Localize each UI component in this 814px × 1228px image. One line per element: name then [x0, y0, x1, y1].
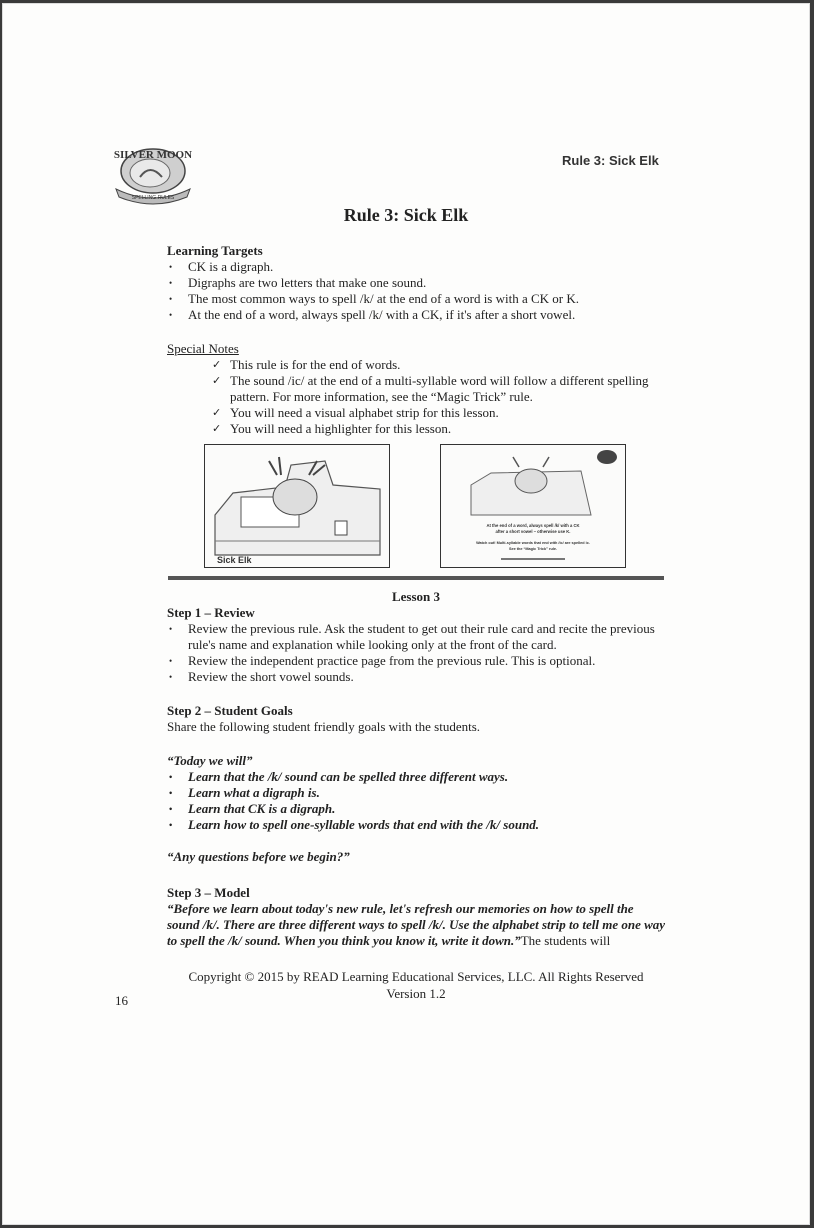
- list-item: ✓ You will need a visual alphabet strip for this lesson.: [212, 405, 667, 421]
- goals-section: [167, 753, 667, 865]
- step1-section: [167, 605, 667, 685]
- step3-heading: Step 3 – Model: [167, 885, 250, 900]
- list-item: • Review the short vowel sounds.: [167, 669, 667, 685]
- learning-targets-section: [167, 243, 667, 323]
- running-header: Rule 3: Sick Elk: [562, 153, 659, 168]
- step2-text: Share the following student friendly goals with the students.: [167, 719, 481, 734]
- section-divider: [168, 576, 664, 580]
- step3-paragraph: [167, 901, 667, 949]
- list-item: • Learn that CK is a digraph.: [167, 801, 667, 817]
- list-item: • The most common ways to spell /k/ at the end of a word is with a CK or K.: [167, 291, 667, 307]
- list-item: • Review the independent practice page from the previous rule. This is optional.: [167, 653, 667, 669]
- step3-plain-text: The students will: [520, 933, 611, 948]
- logo-text-bottom: SPELLING RULES: [131, 195, 175, 201]
- rule-card-front: [204, 444, 390, 568]
- card-back-line2: after a short vowel – otherwise use K.: [495, 529, 571, 534]
- footer: [162, 968, 670, 1002]
- logo-text-top: SILVER MOON: [113, 149, 193, 161]
- step3-section: [167, 885, 667, 949]
- step2-heading: Step 2 – Student Goals: [167, 703, 293, 718]
- special-notes-list: [167, 357, 667, 437]
- lesson-heading: Lesson 3: [391, 589, 441, 604]
- step3-italic-text: “Before we learn about today's new rule, let's refresh our memories on how to spell the sound /k/. There are three different ways to spell /k/. Use the alphabet strip to tell me one way to spell the /k/ sound. When you think you know it, write it down.”: [167, 901, 666, 948]
- list-item: • Learn that the /k/ sound can be spelled three different ways.: [167, 769, 667, 785]
- special-notes-section: [167, 341, 667, 437]
- step1-heading: Step 1 – Review: [167, 605, 255, 620]
- step2-section: [167, 703, 667, 735]
- list-item: • Learn what a digraph is.: [167, 785, 667, 801]
- rule-card-back: [440, 444, 626, 568]
- version-text: Version 1.2: [386, 986, 446, 1001]
- card-back-line4: See the “Magic Trick” rule.: [508, 547, 558, 551]
- list-item: • Digraphs are two letters that make one sound.: [167, 275, 667, 291]
- special-notes-heading: Special Notes: [167, 341, 239, 356]
- page-number: 16: [115, 993, 128, 1008]
- list-item: • Learn how to spell one-syllable words that end with the /k/ sound.: [167, 817, 667, 833]
- document-page: [2, 3, 810, 1225]
- learning-targets-heading: Learning Targets: [167, 243, 263, 258]
- step1-list: [167, 621, 667, 685]
- copyright-text: Copyright © 2015 by READ Learning Educational Services, LLC. All Rights Reserved: [188, 969, 644, 984]
- list-item: • CK is a digraph.: [167, 259, 667, 275]
- goals-list: [167, 769, 667, 833]
- goals-intro: “Today we will”: [167, 753, 253, 768]
- list-item: ✓ This rule is for the end of words.: [212, 357, 667, 373]
- silver-moon-logo: [110, 141, 196, 207]
- card-back-line3: Watch out! Multi-syllable words that end with /ic/ are spelled ic.: [476, 541, 590, 545]
- list-item: • At the end of a word, always spell /k/ with a CK, if it's after a short vowel.: [167, 307, 667, 323]
- list-item: • Review the previous rule. Ask the student to get out their rule card and recite the previous rule's name and explanation while looking only at the front of the card.: [167, 621, 667, 653]
- list-item: ✓ The sound /ic/ at the end of a multi-syllable word will follow a different spelling pattern. For more information, see the “Magic Trick” rule.: [212, 373, 667, 405]
- goals-closing: “Any questions before we begin?”: [167, 849, 350, 864]
- list-item: ✓ You will need a highlighter for this lesson.: [212, 421, 667, 437]
- learning-targets-list: [167, 259, 667, 323]
- page-title: Rule 3: Sick Elk: [343, 205, 469, 225]
- card-back-line1: At the end of a word, always spell /k/ with a CK: [486, 523, 580, 528]
- card-front-label: Sick Elk: [217, 555, 252, 565]
